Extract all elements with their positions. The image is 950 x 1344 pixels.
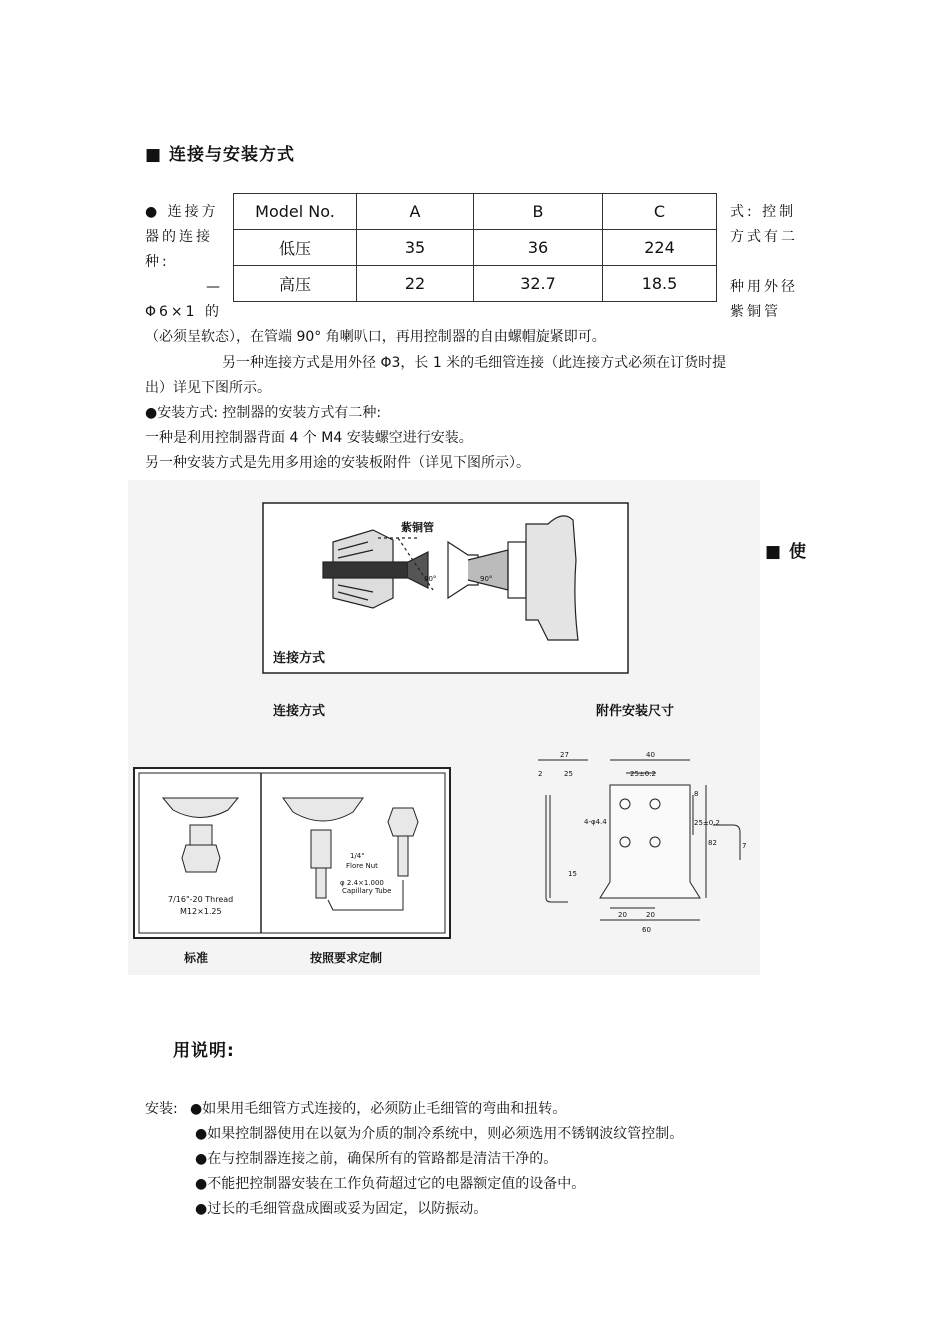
wrap-left-line-3: 种: xyxy=(145,254,170,270)
diagram-box-caption: 连接方式 xyxy=(273,651,326,666)
dim-40: 40 xyxy=(646,751,655,759)
table-cell: 低压 xyxy=(234,230,357,266)
table-header-cell: A xyxy=(357,194,474,230)
table-header-cell: C xyxy=(603,194,717,230)
table-cell: 18.5 xyxy=(603,266,717,302)
caption-connection: 连接方式 xyxy=(273,704,326,719)
paragraph-3: 出）详见下图所示。 xyxy=(145,380,271,396)
paragraph-1: （必须呈软态），在管端 90° 角喇叭口，再用控制器的自由螺帽旋紧即可。 xyxy=(145,329,606,345)
thread-label: 7/16"-20 Thread xyxy=(168,895,234,904)
dim-25-tol-v: 25±0.2 xyxy=(694,819,720,827)
wrap-left-line-2: 器的连接 xyxy=(145,229,213,245)
capillary-size-label: φ 2.4×1.000 xyxy=(340,879,384,887)
wrap-text-right xyxy=(730,200,810,325)
paragraph-2: 另一种连接方式是用外径 Φ3，长 1 米的毛细管连接（此连接方式必须在订货时提 xyxy=(222,355,727,371)
table-cell: 22 xyxy=(357,266,474,302)
table-row xyxy=(234,230,717,266)
dim-2: 2 xyxy=(538,770,543,778)
pipe-label: 紫铜管 xyxy=(401,521,434,534)
wrap-right-line-4: 种用外径 xyxy=(730,279,798,295)
table-cell: 35 xyxy=(357,230,474,266)
flare-nut-label: Flore Nut xyxy=(346,862,378,870)
caption-bracket-size: 附件安装尺寸 xyxy=(596,704,675,719)
dim-20-a: 20 xyxy=(618,911,627,919)
table-header-cell: Model No. xyxy=(234,194,357,230)
table-header-cell: B xyxy=(474,194,603,230)
table-cell: 32.7 xyxy=(474,266,603,302)
table-cell: 36 xyxy=(474,230,603,266)
dim-27: 27 xyxy=(560,751,569,759)
m12-label: M12×1.25 xyxy=(180,907,222,916)
dim-hole: 4-φ4.4 xyxy=(584,818,607,826)
list-item: ●过长的毛细管盘成圈或妥为固定，以防振动。 xyxy=(195,1201,488,1217)
list-item: ●如果控制器使用在以氨为介质的制冷系统中，则必须选用不锈钢波纹管控制。 xyxy=(195,1126,684,1142)
paragraph-4: ●安装方式: 控制器的安装方式有二种: xyxy=(145,405,382,421)
table-cell: 高压 xyxy=(234,266,357,302)
table-header-row xyxy=(234,194,717,230)
section-title-connection: ■ 连接与安装方式 xyxy=(145,145,295,165)
wrap-text-left xyxy=(145,200,223,325)
wrap-right-line-3 xyxy=(730,250,810,275)
installation-figure xyxy=(128,480,760,975)
wrap-right-line-5: 紫铜管 xyxy=(730,304,781,320)
dim-82: 82 xyxy=(708,839,717,847)
caption-standard: 标准 xyxy=(184,951,209,965)
angle-label-2: 90° xyxy=(480,575,493,583)
wrap-right-line-2: 方式有二 xyxy=(730,229,798,245)
dim-25-tol: 25±0.2 xyxy=(630,770,656,778)
wrap-left-line-4: — xyxy=(206,279,223,295)
dim-15: 15 xyxy=(568,870,577,878)
table-cell: 224 xyxy=(603,230,717,266)
model-spec-table xyxy=(233,193,717,302)
wrap-left-line-1: ● 连接方 xyxy=(145,204,219,220)
list-item: ●在与控制器连接之前，确保所有的管路都是清洁干净的。 xyxy=(195,1151,558,1167)
flare-size-label: 1/4" xyxy=(350,852,365,860)
install-label: 安装: xyxy=(145,1101,178,1117)
paragraph-5: 一种是利用控制器背面 4 个 M4 安装螺空进行安装。 xyxy=(145,430,473,446)
section-title-usage-part1: ■ 使 xyxy=(765,542,807,562)
list-item: ●不能把控制器安装在工作负荷超过它的电器额定值的设备中。 xyxy=(195,1176,586,1192)
section-title-usage-part2: 用说明: xyxy=(173,1041,235,1061)
angle-label-1: 90° xyxy=(424,575,437,583)
table-row xyxy=(234,266,717,302)
paragraph-6: 另一种安装方式是先用多用途的安装板附件（详见下图所示）。 xyxy=(145,455,530,471)
dim-60: 60 xyxy=(642,926,651,934)
dim-20-b: 20 xyxy=(646,911,655,919)
dim-25: 25 xyxy=(564,770,573,778)
wrap-left-line-5: Φ6×1 的 xyxy=(145,304,223,320)
list-item: ●如果用毛细管方式连接的，必须防止毛细管的弯曲和扭转。 xyxy=(190,1101,567,1117)
dim-8: 8 xyxy=(694,790,699,798)
dim-7: 7 xyxy=(742,842,747,850)
wrap-right-line-1: 式: 控制 xyxy=(730,204,797,220)
caption-custom: 按照要求定制 xyxy=(310,951,383,965)
capillary-label: Capillary Tube xyxy=(342,887,392,895)
